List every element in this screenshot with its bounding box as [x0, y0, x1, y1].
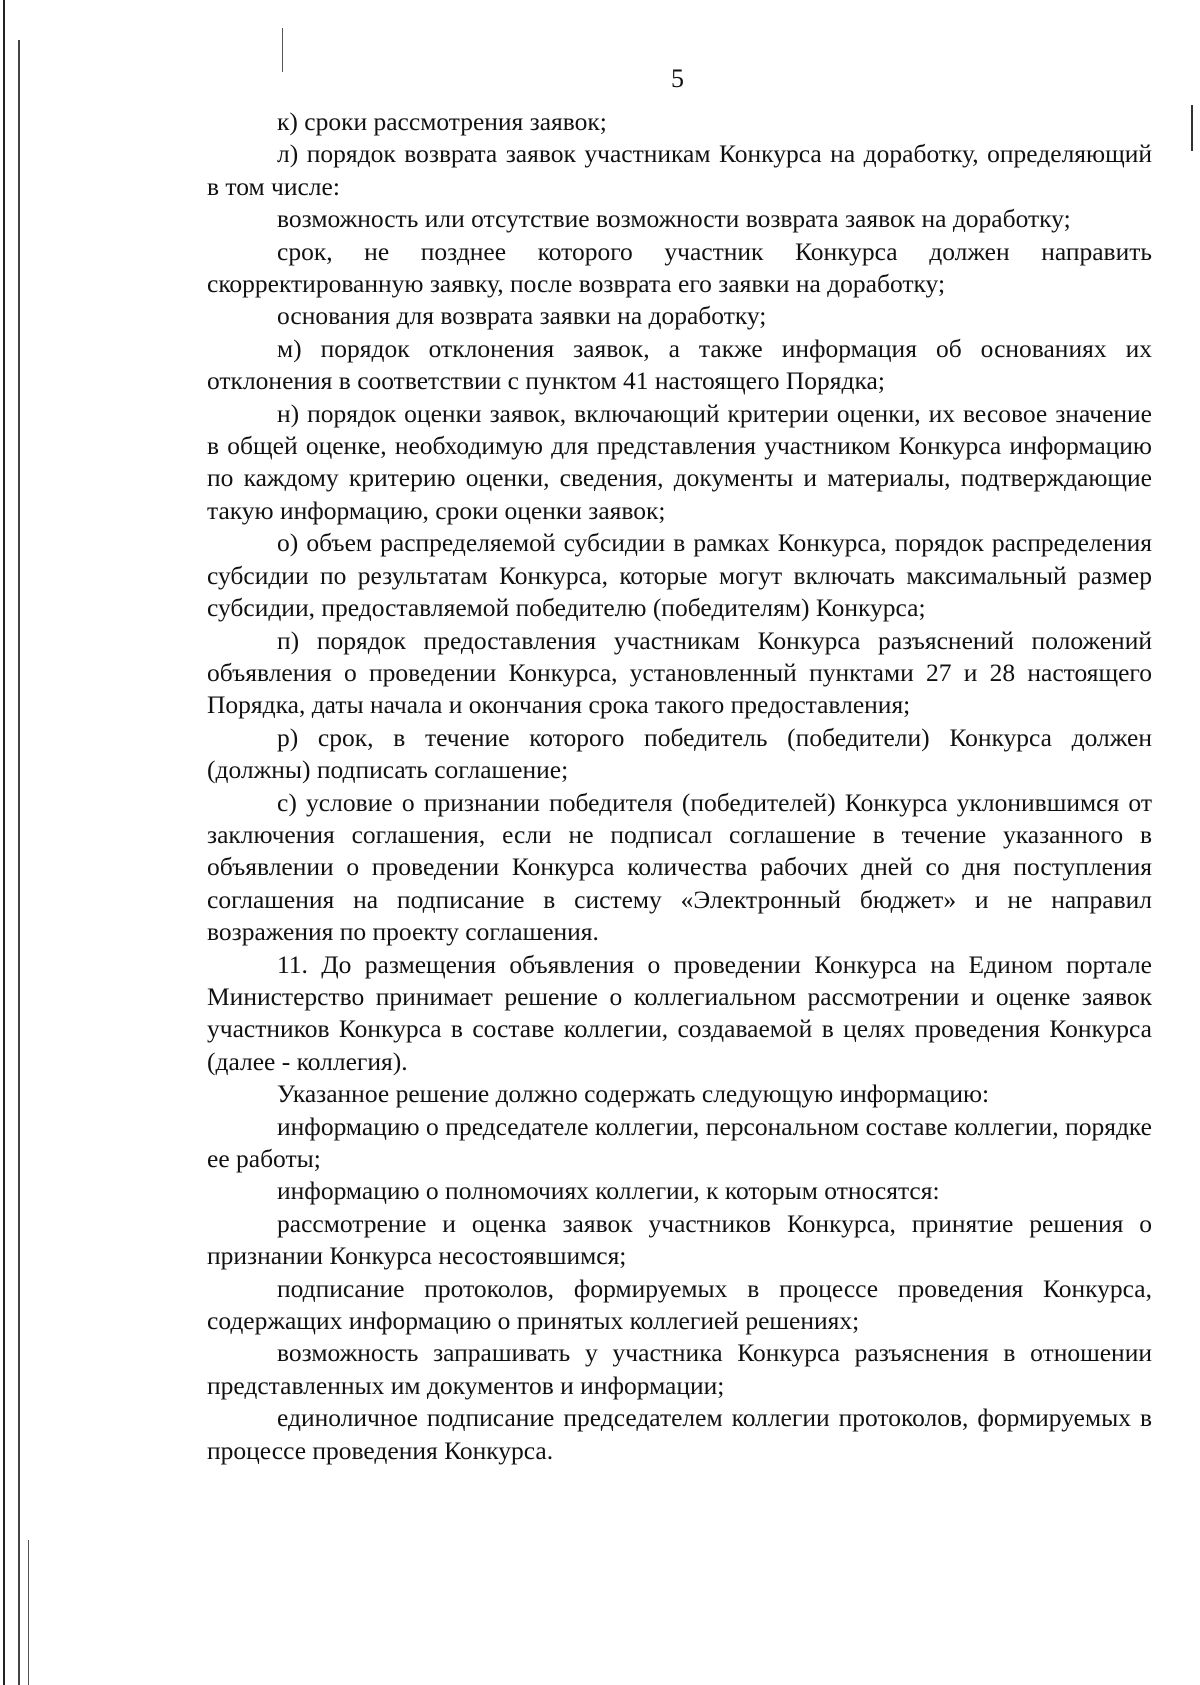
- paragraph-decision-content: Указанное решение должно содержать следующую информацию:: [277, 1079, 990, 1109]
- paragraph-p: п) порядок предоставления участникам Конкурса разъяснений положений объявления о проведении Конкурса, установленный пунктами 27 и 28 настоящего Порядка, даты начала и окончания срока такого предоставления;: [207, 625, 1152, 720]
- scan-left-edge-bottom: [28, 1540, 29, 1685]
- scan-left-edge: [3, 0, 5, 1685]
- paragraph-m: м) порядок отклонения заявок, а также информация об основаниях их отклонения в соответствии с пунктом 41 настоящего Порядка;: [207, 333, 1152, 396]
- paragraph-l-option-3: основания для возврата заявки на доработку;: [277, 301, 767, 331]
- paragraph-power-review: рассмотрение и оценка заявок участников Конкурса, принятие решения о признании Конкурса несостоявшимся;: [207, 1208, 1152, 1271]
- paragraph-l-option-1: возможность или отсутствие возможности возврата заявок на доработку;: [277, 204, 1071, 234]
- paragraph-power-requests: возможность запрашивать у участника Конкурса разъяснения в отношении представленных им документов и информации;: [207, 1338, 1152, 1400]
- scan-left-edge-inner: [18, 40, 20, 1685]
- paragraph-power-protocols: подписание протоколов, формируемых в процессе проведения Конкурса, содержащих информацию о принятых коллегией решениях;: [207, 1273, 1152, 1336]
- scan-right-mark: [1191, 105, 1193, 151]
- paragraph-11: 11. До размещения объявления о проведении Конкурса на Едином портале Министерство принимает решение о коллегиальном рассмотрении и оценке заявок участников Конкурса в составе коллегии, создаваемой в целях проведения Конкурса (далее - коллегия).: [207, 949, 1152, 1076]
- paragraph-chair-info: информацию о председателе коллегии, персональном составе коллегии, порядке ее работы;: [207, 1111, 1152, 1173]
- page-number: 5: [671, 64, 684, 93]
- paragraph-power-sole-signing: единоличное подписание председателем коллегии протоколов, формируемых в процессе проведения Конкурса.: [207, 1403, 1152, 1465]
- paragraph-s: с) условие о признании победителя (победителей) Конкурса уклонившимся от заключения соглашения, если не подписал соглашение в течение указанного в объявлении о проведении Конкурса количества рабочих дней со дня поступления соглашения на подписание в систему «Электронный бюджет» и не направил возражения по проекту соглашения.: [207, 787, 1152, 947]
- paragraph-o: о) объем распределяемой субсидии в рамках Конкурса, порядок распределения субсидии по результатам Конкурса, которые могут включать максимальный размер субсидии, предоставляемой победителю (победителям) Конкурса;: [207, 528, 1152, 623]
- paragraph-l: л) порядок возврата заявок участникам Конкурса на доработку, определяющий в том числе:: [207, 139, 1152, 201]
- paragraph-n: н) порядок оценки заявок, включающий критерии оценки, их весовое значение в общей оценке, необходимую для представления участником Конкурса информацию по каждому критерию оценки, сведения, документы и материалы, подтверждающие такую информацию, сроки оценки заявок;: [207, 398, 1152, 525]
- paragraph-powers-info: информацию о полномочиях коллегии, к которым относятся:: [277, 1176, 940, 1206]
- paragraph-r: р) срок, в течение которого победитель (победители) Конкурса должен (должны) подписать соглашение;: [207, 722, 1152, 785]
- document-body: [207, 106, 1152, 1467]
- paragraph-l-option-2: срок, не позднее которого участник Конкурса должен направить скорректированную заявку, после возврата его заявки на доработку;: [207, 236, 1152, 299]
- paragraph-k: к) сроки рассмотрения заявок;: [277, 107, 607, 136]
